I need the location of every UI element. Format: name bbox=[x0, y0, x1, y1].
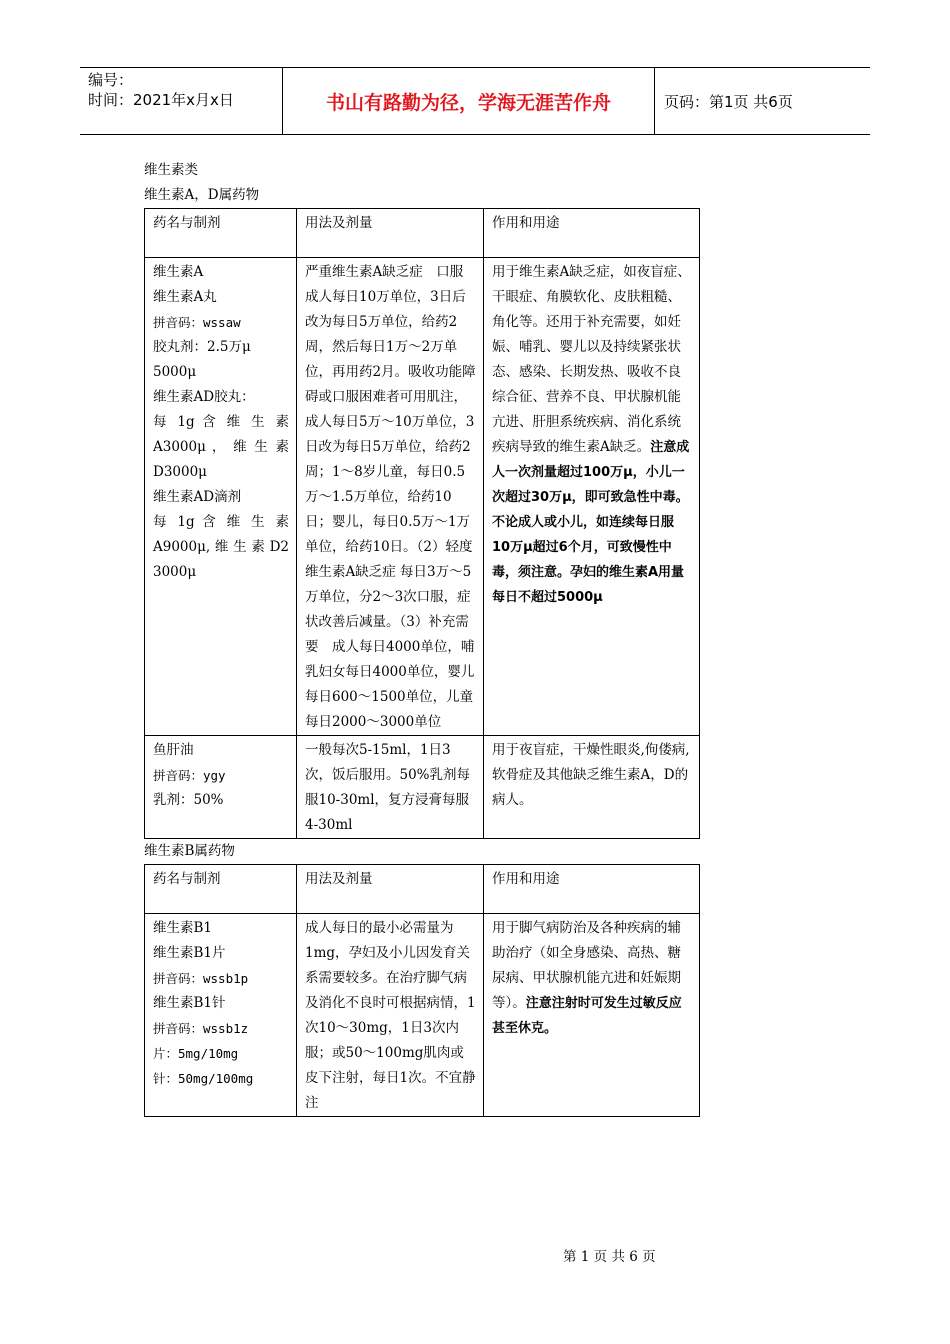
usage-text: 用于夜盲症，干燥性眼炎,佝偻病,软骨症及其他缺乏维生素A，D的病人。 bbox=[492, 742, 690, 808]
col-header-dosage: 用法及剂量 bbox=[297, 865, 484, 914]
drug-name-line: 胶丸剂：2.5万μ bbox=[153, 339, 251, 355]
table-header-row bbox=[145, 209, 700, 258]
col-header-name: 药名与制剂 bbox=[145, 209, 297, 258]
drug-name-line: 维生素AD胶丸： bbox=[153, 389, 255, 405]
drug-name-line: 维生素B1针 bbox=[153, 995, 226, 1011]
drug-name-line: 针：50mg/100mg bbox=[153, 1071, 254, 1086]
usage-warning: 注意成人一次剂量超过100万μ，小儿一次超过30万μ，即可致急性中毒。不论成人或小儿，如连续每日服10万μ超过6个月，可致慢性中毒，须注意。孕妇的维生素A用量每日不超过5000μ bbox=[492, 440, 690, 605]
table-vitamin-b bbox=[144, 864, 700, 1117]
drug-name-line: 拼音码：wssaw bbox=[153, 315, 241, 330]
drug-name-line: D3000μ bbox=[153, 464, 207, 480]
col-header-name: 药名与制剂 bbox=[145, 865, 297, 914]
table-row bbox=[145, 914, 700, 1117]
motto: 书山有路勤为径，学海无涯苦作舟 bbox=[282, 68, 655, 134]
dosage-text: 一般每次5-15ml，1日3次，饭后服用。50%乳剂每服10-30ml，复方浸膏每服4-30ml bbox=[305, 742, 471, 833]
section-b-title: 维生素B属药物 bbox=[144, 843, 235, 859]
drug-name-cell bbox=[145, 914, 297, 1117]
drug-name-line: 拼音码：wssb1p bbox=[153, 971, 249, 986]
dosage-cell bbox=[297, 914, 484, 1117]
drug-name-line: 每 1g 含 维 生 素 bbox=[153, 414, 289, 430]
dosage-cell bbox=[297, 258, 484, 736]
page-info: 页码：第1页 共6页 bbox=[664, 92, 793, 111]
col-header-usage: 作用和用途 bbox=[484, 865, 700, 914]
section-ad-title: 维生素A，D属药物 bbox=[144, 187, 260, 203]
footer-page-number: 第 1 页 共 6 页 bbox=[563, 1249, 656, 1265]
drug-name-line: 5000μ bbox=[153, 364, 197, 380]
header-meta bbox=[80, 68, 282, 134]
drug-name-cell bbox=[145, 736, 297, 839]
drug-name-line: 维生素B1 bbox=[153, 920, 213, 936]
drug-name-cell bbox=[145, 258, 297, 736]
usage-text: 用于维生素A缺乏症，如夜盲症、干眼症、角膜软化、皮肤粗糙、角化等。还用于补充需要，如妊娠、哺乳、婴儿以及持续紧张状态、感染、长期发热、吸收不良综合征、营养不良、甲状腺机能亢进、肝胆系统疾病、消化系统疾病导致的维生素A缺乏。 bbox=[492, 264, 691, 455]
usage-warning: 注意注射时可发生过敏反应甚至休克。 bbox=[492, 996, 682, 1036]
document-body bbox=[144, 158, 700, 1117]
number-label: 编号： bbox=[88, 71, 134, 89]
usage-cell bbox=[484, 258, 700, 736]
dosage-text: 严重维生素A缺乏症 口服成人每日10万单位，3日后改为每日5万单位，给药2周，然后每日1万～2万单位，再用药2月。吸收功能障碍或口服困难者可用肌注，成人每日5万～10万单位，3日改为每日5万单位，给药2周；1～8岁儿童，每日0.5万～1.5万单位，给药10日；婴儿，每日0.5万～1万单位，给药10日。（2）轻度维生素A缺乏症 每日3万～5万单位，分2～3次口服，症状改善后减量。（3）补充需要 成人每日4000单位，哺乳妇女每日4000单位，婴儿每日600～1500单位，儿童每日2000～3000单位 bbox=[305, 264, 476, 730]
table-vitamin-ad bbox=[144, 208, 700, 839]
usage-text: 用于脚气病防治及各种疾病的辅助治疗（如全身感染、高热、糖尿病、甲状腺机能亢进和妊娠期等）。 bbox=[492, 920, 681, 1011]
drug-name-line: 拼音码：ygy bbox=[153, 768, 226, 783]
drug-name-line: 维生素A丸 bbox=[153, 289, 217, 305]
doc-heading: 维生素类 bbox=[144, 162, 198, 178]
col-header-dosage: 用法及剂量 bbox=[297, 209, 484, 258]
drug-name-line: 维生素A bbox=[153, 264, 204, 280]
drug-name-line: 乳剂：50% bbox=[153, 792, 224, 808]
table-row bbox=[145, 736, 700, 839]
table-header-row bbox=[145, 865, 700, 914]
page-header bbox=[80, 67, 870, 135]
col-header-usage: 作用和用途 bbox=[484, 209, 700, 258]
drug-name-line: 维生素AD滴剂 bbox=[153, 489, 242, 505]
table-row bbox=[145, 258, 700, 736]
drug-name-line: 片：5mg/10mg bbox=[153, 1046, 239, 1061]
time-label: 时间：2021年x月x日 bbox=[88, 91, 234, 109]
drug-name-line: A3000μ ， 维 生 素 bbox=[153, 439, 289, 455]
dosage-cell bbox=[297, 736, 484, 839]
dosage-text: 成人每日的最小必需量为1mg，孕妇及小儿因发育关系需要较多。在治疗脚气病及消化不良时可根据病情，1次10～30mg，1日3次内服；或50～100mg肌肉或皮下注射，每日1次。不宜静注 bbox=[305, 920, 476, 1111]
drug-name-line: 拼音码：wssb1z bbox=[153, 1021, 249, 1036]
usage-cell bbox=[484, 736, 700, 839]
drug-name-line: 每 1g 含 维 生 素 bbox=[153, 514, 289, 530]
drug-name-line: 3000μ bbox=[153, 564, 197, 580]
drug-name-line: A9000μ,维生素D2 bbox=[153, 539, 289, 555]
usage-cell bbox=[484, 914, 700, 1117]
drug-name-line: 维生素B1片 bbox=[153, 945, 226, 961]
drug-name-line: 鱼肝油 bbox=[153, 742, 194, 758]
